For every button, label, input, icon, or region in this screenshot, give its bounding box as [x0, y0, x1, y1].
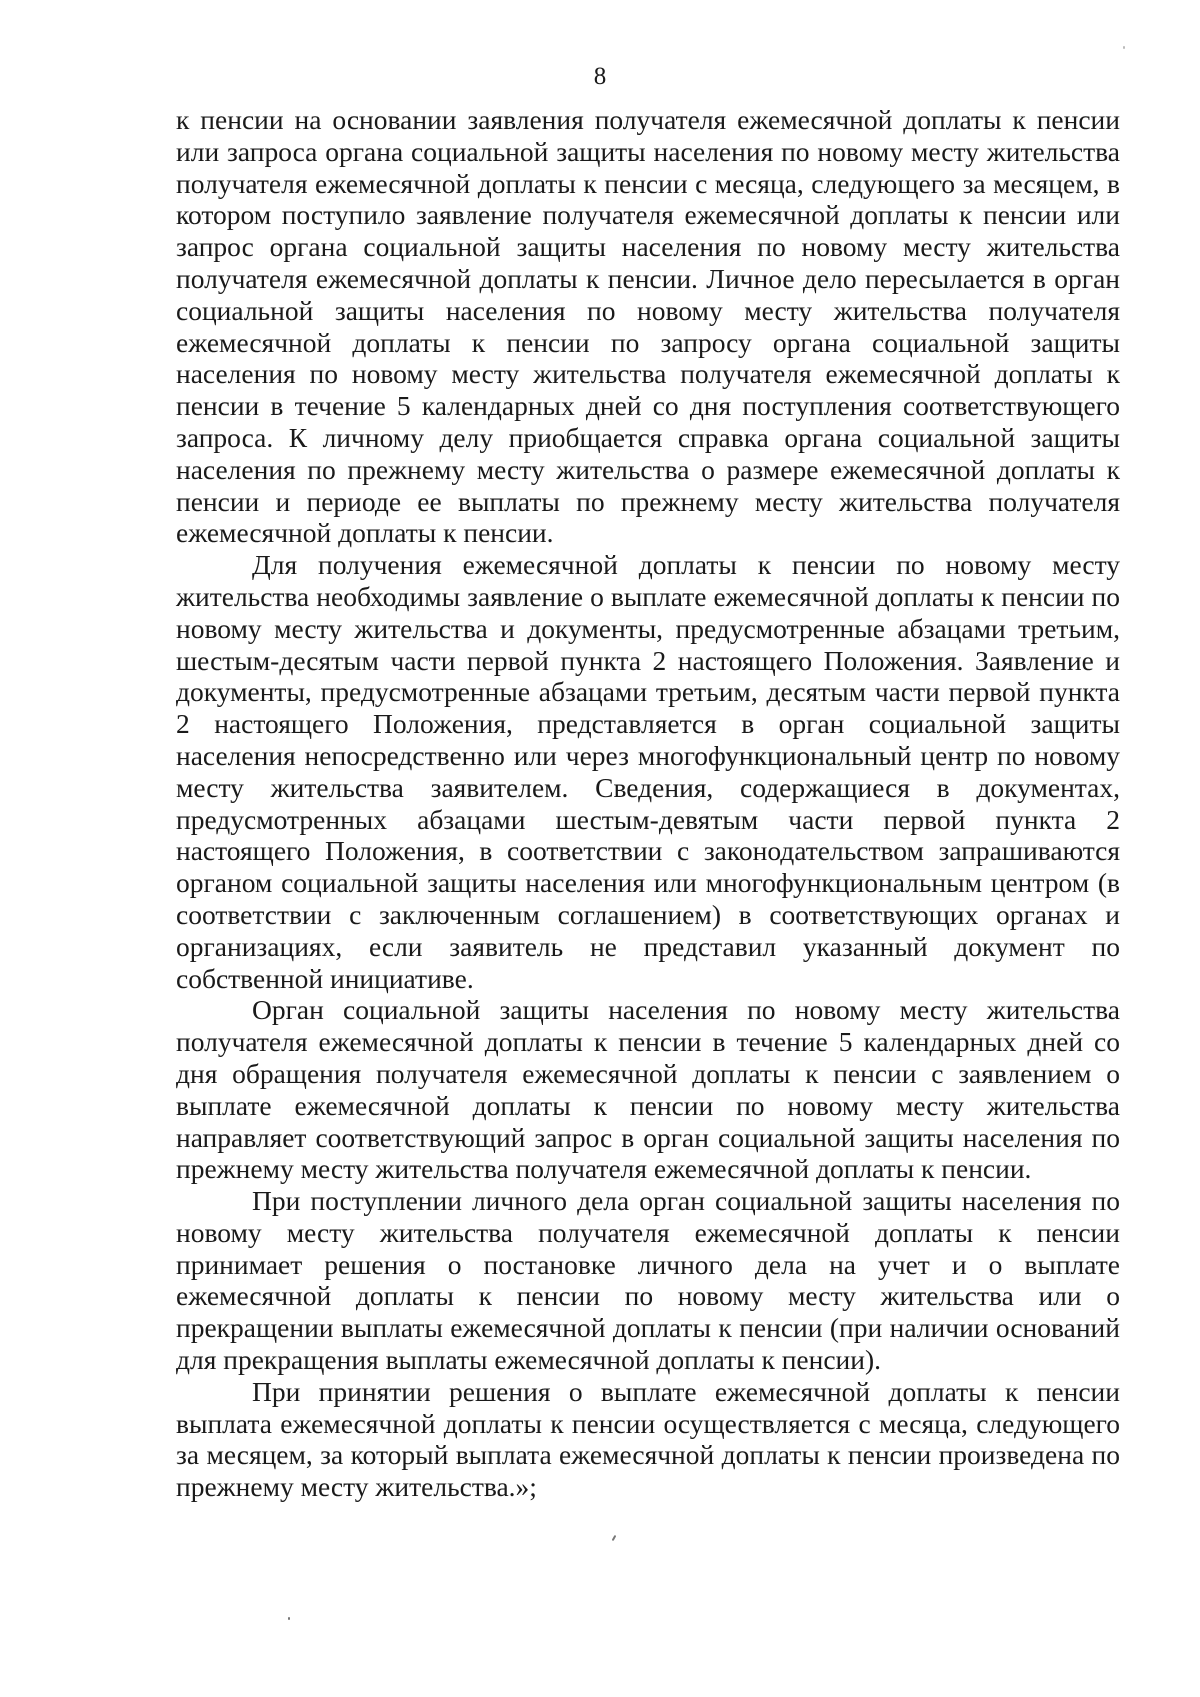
paragraph-continuation: к пенсии на основании заявления получателя ежемесячной доплаты к пенсии или запроса органа социальной защиты населения по новому месту жительства получателя ежемесячной доплаты к пенсии с месяца, следующего за месяцем, в котором поступило заявление получателя ежемесячной доплаты к пенсии или запрос органа социальной защиты населения по новому месту жительства получателя ежемесячной доплаты к пенсии. Личное дело пересылается в орган социальной защиты населения по новому месту жительства получателя ежемесячной доплаты к пенсии по запросу органа социальной защиты населения по новому месту жительства получателя ежемесячной доплаты к пенсии в течение 5 календарных дней со дня поступления соответствующего запроса. К личному делу приобщается справка органа социальной защиты населения по прежнему месту жительства о размере ежемесячной доплаты к пенсии и периоде ее выплаты по прежнему месту жительства получателя ежемесячной доплаты к пенсии.: [176, 104, 1120, 549]
paragraph-case-registration: При поступлении личного дела орган социальной защиты населения по новому месту жительства получателя ежемесячной доплаты к пенсии принимает решения о постановке личного дела на учет и о выплате ежемесячной доплаты к пенсии по новому месту жительства или о прекращении выплаты ежемесячной доплаты к пенсии (при наличии оснований для прекращения выплаты ежемесячной доплаты к пенсии).: [176, 1185, 1120, 1376]
page-number: 8: [593, 63, 607, 90]
document-body: [176, 104, 1120, 1503]
scan-speck: [1123, 46, 1125, 49]
scan-speck: [288, 1617, 290, 1620]
paragraph-required-documents: Для получения ежемесячной доплаты к пенсии по новому месту жительства необходимы заявление о выплате ежемесячной доплаты к пенсии по новому месту жительства и документы, предусмотренные абзацами третьим, шестым-десятым части первой пункта 2 настоящего Положения. Заявление и документы, предусмотренные абзацами третьим, десятым части первой пункта 2 настоящего Положения, представляется в орган социальной защиты населения непосредственно или через многофункциональный центр по новому месту жительства заявителем. Сведения, содержащиеся в документах, предусмотренных абзацами шестым-девятым части первой пункта 2 настоящего Положения, в соответствии с законодательством запрашиваются органом социальной защиты населения или многофункциональным центром (в соответствии с заключенным соглашением) в соответствующих органах и организациях, если заявитель не представил указанный документ по собственной инициативе.: [176, 549, 1120, 994]
scan-speck: [612, 1535, 617, 1541]
paragraph-payment-start: При принятии решения о выплате ежемесячной доплаты к пенсии выплата ежемесячной доплаты к пенсии осуществляется с месяца, следующего за месяцем, за который выплата ежемесячной доплаты к пенсии произведена по прежнему месту жительства.»;: [176, 1375, 1120, 1503]
paragraph-request-procedure: Орган социальной защиты населения по новому месту жительства получателя ежемесячной доплаты к пенсии в течение 5 календарных дней со дня обращения получателя ежемесячной доплаты к пенсии с заявлением о выплате ежемесячной доплаты к пенсии по новому месту жительства направляет соответствующий запрос в орган социальной защиты населения по прежнему месту жительства получателя ежемесячной доплаты к пенсии.: [176, 994, 1120, 1185]
